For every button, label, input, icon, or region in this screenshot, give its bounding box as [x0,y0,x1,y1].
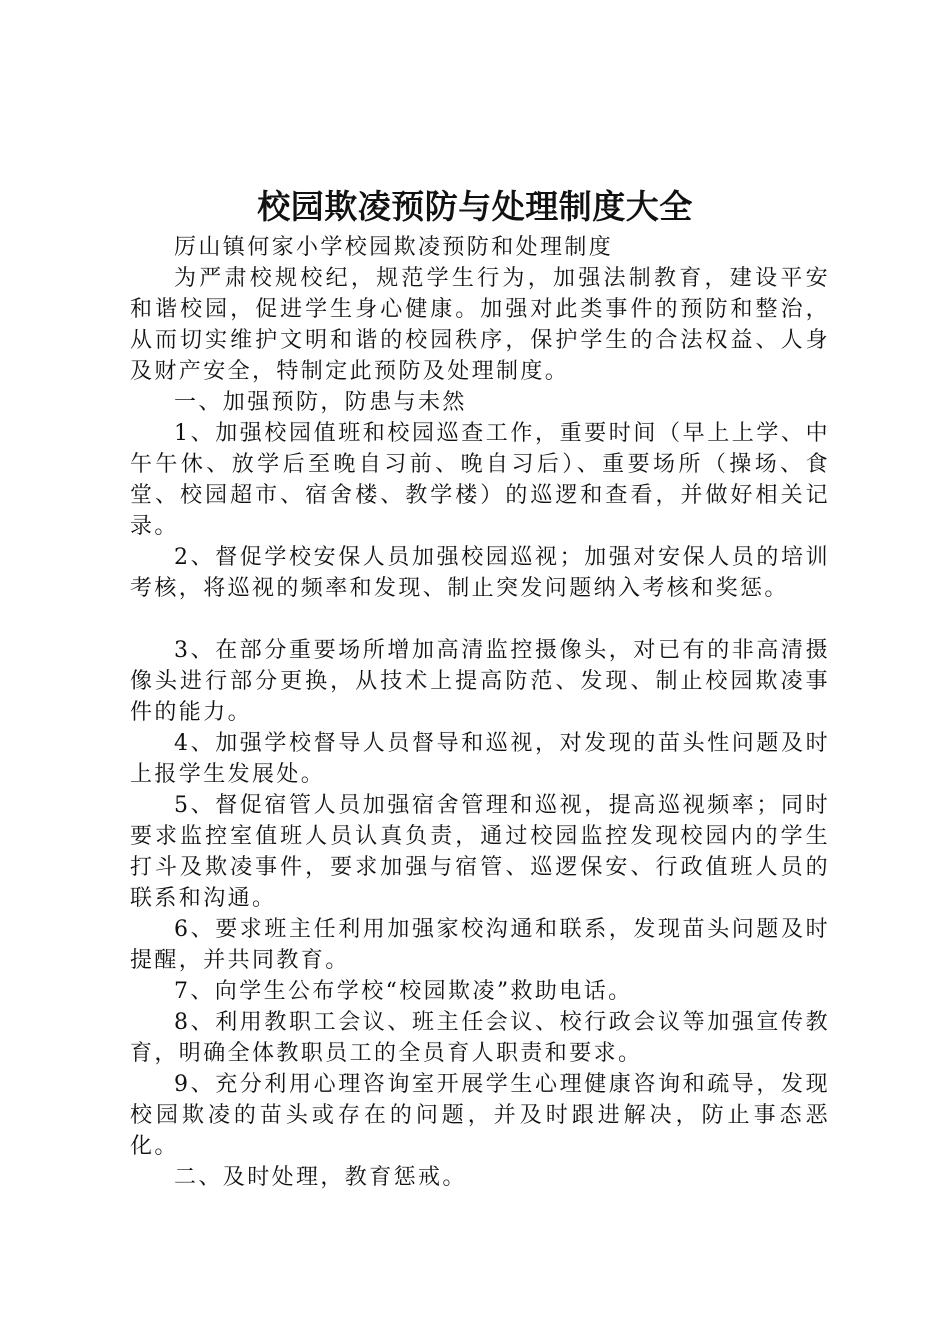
item-6-paragraph: 6、要求班主任利用加强家校沟通和联系，发现苗头问题及时提醒，并共同教育。 [130,917,830,973]
document-body [130,232,830,1193]
document-title: 校园欺凌预防与处理制度大全 [257,187,693,226]
school-heading: 厉山镇何家小学校园欺凌预防和处理制度 [174,235,614,260]
item-7-paragraph: 7、向学生公布学校“校园欺凌”救助电话。 [174,979,633,1004]
item-8-paragraph: 8、利用教职工会议、班主任会议、校行政会议等加强宣传教育，明确全体教职员工的全员育人职责和要求。 [130,1010,830,1066]
item-1-paragraph: 1、加强校园值班和校园巡查工作，重要时间（早上上学、中午午休、放学后至晚自习前、晚自习后）、重要场所（操场、食堂、校园超市、宿舍楼、教学楼）的巡逻和查看，并做好相关记录。 [130,421,830,539]
item-2-paragraph: 2、督促学校安保人员加强校园巡视；加强对安保人员的培训考核，将巡视的频率和发现、制止突发问题纳入考核和奖惩。 [130,545,830,601]
section-heading-prevention: 一、加强预防，防患与未然 [174,390,467,415]
item-9-paragraph: 9、充分利用心理咨询室开展学生心理健康咨询和疏导，发现校园欺凌的苗头或存在的问题，并及时跟进解决，防止事态恶化。 [130,1072,830,1159]
paragraph-gap [130,604,830,635]
item-5-paragraph: 5、督促宿管人员加强宿舍管理和巡视，提高巡视频率；同时要求监控室值班人员认真负责，通过校园监控发现校园内的学生打斗及欺凌事件，要求加强与宿管、巡逻保安、行政值班人员的联系和沟通。 [130,793,830,911]
intro-paragraph: 为严肃校规校纪，规范学生行为，加强法制教育，建设平安和谐校园，促进学生身心健康。加强对此类事件的预防和整治，从而切实维护文明和谐的校园秩序，保护学生的合法权益、人身及财产安全，特制定此预防及处理制度。 [130,266,830,384]
item-4-paragraph: 4、加强学校督导人员督导和巡视，对发现的苗头性问题及时上报学生发展处。 [130,731,830,787]
item-3-paragraph: 3、在部分重要场所增加高清监控摄像头，对已有的非高清摄像头进行部分更换，从技术上提高防范、发现、制止校园欺凌事件的能力。 [130,638,830,725]
section-heading-handling: 二、及时处理，教育惩戒。 [174,1165,467,1190]
